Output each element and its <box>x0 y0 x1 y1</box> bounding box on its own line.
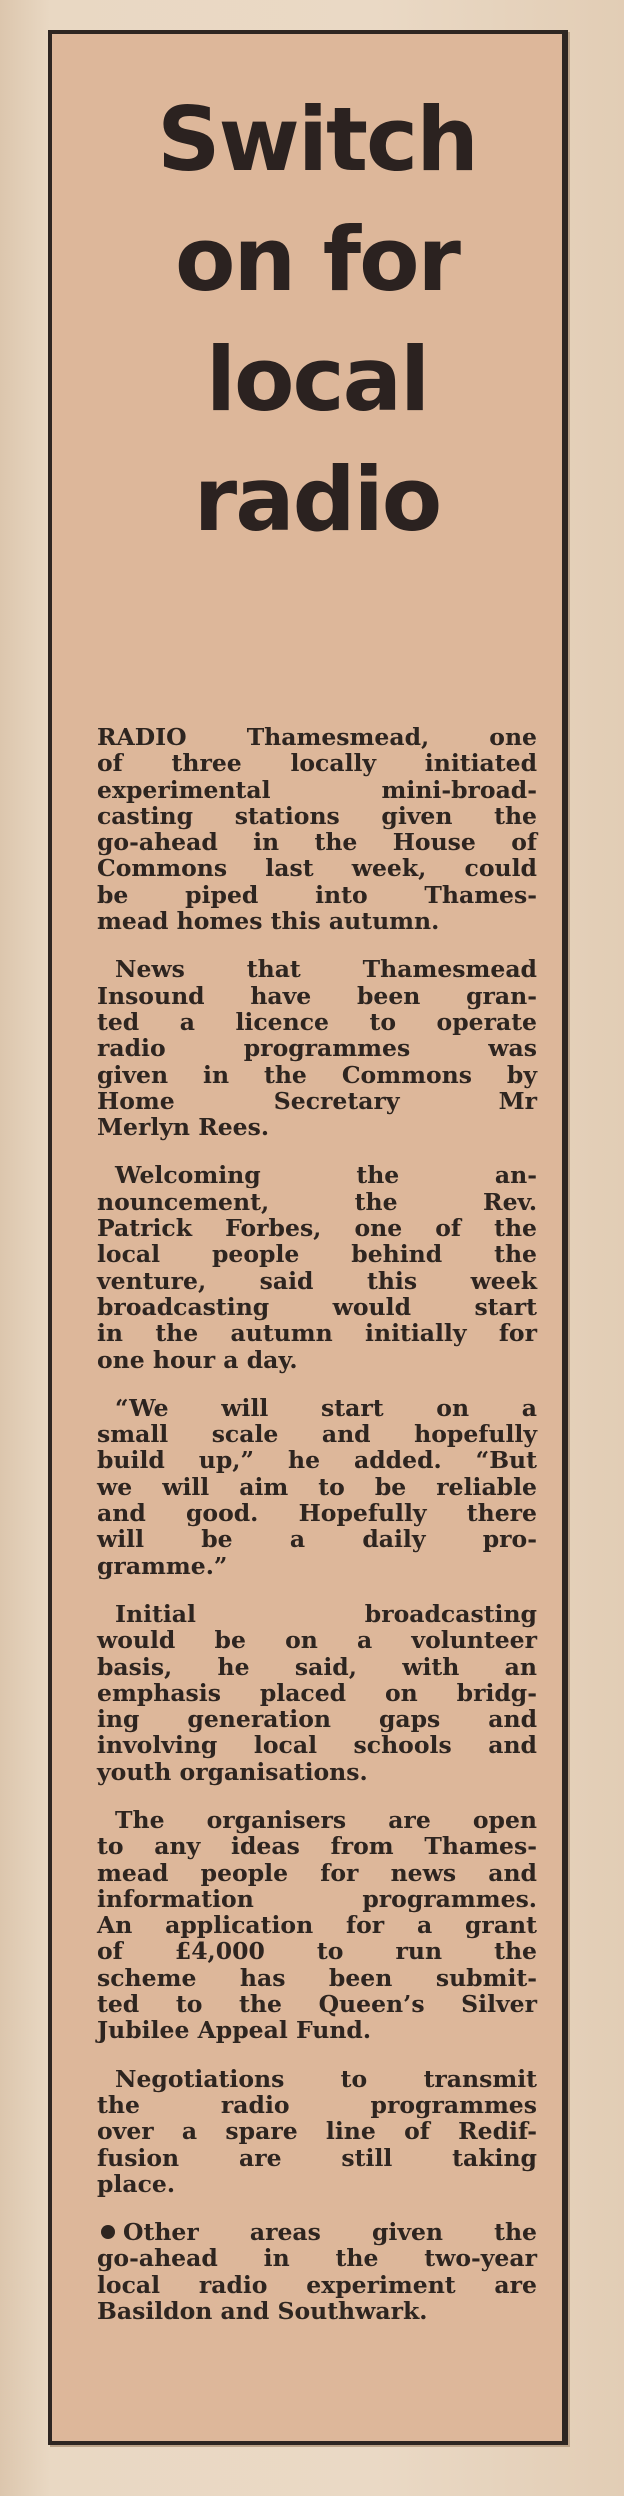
paragraph-3 <box>97 1162 537 1372</box>
text-line: ing generation gaps and <box>97 1705 537 1734</box>
text-line: of three locally initiated <box>97 749 537 778</box>
text-line: An application for a grant <box>97 1911 537 1940</box>
text-line: Basildon and Southwark. <box>97 2297 428 2326</box>
text-line: involving local schools and <box>97 1731 537 1760</box>
text-line: will be a daily pro- <box>97 1525 537 1554</box>
text-line: News that Thamesmead <box>115 955 537 984</box>
text-line: local people behind the <box>97 1240 537 1269</box>
paragraph-1 <box>97 724 537 934</box>
paragraph-7 <box>97 2066 537 2197</box>
bullet-text: Other areas given the <box>123 2218 537 2247</box>
text-line: Merlyn Rees. <box>97 1113 270 1142</box>
text-line: Initial broadcasting <box>115 1599 537 1628</box>
text-line: scheme has been submit- <box>97 1963 537 1992</box>
text-line: the radio programmes <box>97 2090 537 2119</box>
headline-line: Switch <box>157 88 477 191</box>
newspaper-clipping <box>48 30 568 2445</box>
text-line: Patrick Forbes, one of the <box>97 1214 537 1243</box>
text-line: build up,” he added. “But <box>97 1446 537 1475</box>
headline <box>52 80 562 560</box>
text-line: we will aim to be reliable <box>97 1472 537 1501</box>
text-line: venture, said this week <box>97 1266 537 1295</box>
text-line: mead homes this autumn. <box>97 907 440 936</box>
text-line: gramme.” <box>97 1551 228 1580</box>
text-line: ted to the Queen’s Silver <box>97 1990 537 2019</box>
text-line: of £4,000 to run the <box>97 1937 537 1966</box>
text-line: to any ideas from Thames- <box>97 1832 537 1861</box>
text-line: casting stations given the <box>97 801 537 830</box>
bullet-icon <box>101 2225 115 2239</box>
text-line: Jubilee Appeal Fund. <box>97 2016 372 2045</box>
paragraph-6 <box>97 1807 537 2044</box>
text-line: local radio experiment are <box>97 2270 537 2299</box>
paragraph-5 <box>97 1601 537 1785</box>
text-line: experimental mini-broad- <box>97 775 537 804</box>
text-line: in the autumn initially for <box>97 1319 537 1348</box>
text-line: go-ahead in the two-year <box>97 2244 537 2273</box>
text-line: would be on a volunteer <box>97 1626 537 1655</box>
paragraph-4 <box>97 1395 537 1579</box>
headline-line: on for <box>175 208 459 311</box>
text-line: over a spare line of Redif- <box>97 2117 537 2146</box>
text-line: basis, he said, with an <box>97 1652 537 1681</box>
text-line: RADIO Thamesmead, one <box>97 723 537 751</box>
text-line: Home Secretary Mr <box>97 1086 537 1115</box>
text-line: Negotiations to transmit <box>115 2064 537 2093</box>
text-line: emphasis placed on bridg- <box>97 1678 537 1707</box>
text-line: small scale and hopefully <box>97 1420 537 1449</box>
text-line: youth organisations. <box>97 1757 368 1786</box>
text-line: fusion are still taking <box>97 2143 537 2172</box>
text-line: nouncement, the Rev. <box>97 1187 537 1216</box>
text-line: ted a licence to operate <box>97 1007 537 1036</box>
article-body <box>97 724 537 2346</box>
headline-line: radio <box>193 448 441 551</box>
text-line-with-bullet <box>97 2219 537 2245</box>
headline-line: local <box>205 328 429 431</box>
text-line: one hour a day. <box>97 1345 298 1374</box>
text-line: Commons last week, could <box>97 854 537 883</box>
text-line: mead people for news and <box>97 1858 537 1887</box>
text-line: broadcasting would start <box>97 1292 537 1321</box>
text-line: Insound have been gran- <box>97 981 537 1010</box>
text-line: go-ahead in the House of <box>97 828 537 857</box>
text-line: “We will start on a <box>115 1393 537 1422</box>
text-line: and good. Hopefully there <box>97 1499 537 1528</box>
text-line: given in the Commons by <box>97 1060 537 1089</box>
paragraph-8 <box>97 2219 537 2324</box>
text-line: radio programmes was <box>97 1034 537 1063</box>
text-line: Welcoming the an- <box>115 1161 537 1190</box>
text-line: be piped into Thames- <box>97 880 537 909</box>
text-line: place. <box>97 2169 176 2198</box>
paragraph-2 <box>97 956 537 1140</box>
text-line: The organisers are open <box>115 1805 537 1834</box>
text-line: information programmes. <box>97 1884 537 1913</box>
